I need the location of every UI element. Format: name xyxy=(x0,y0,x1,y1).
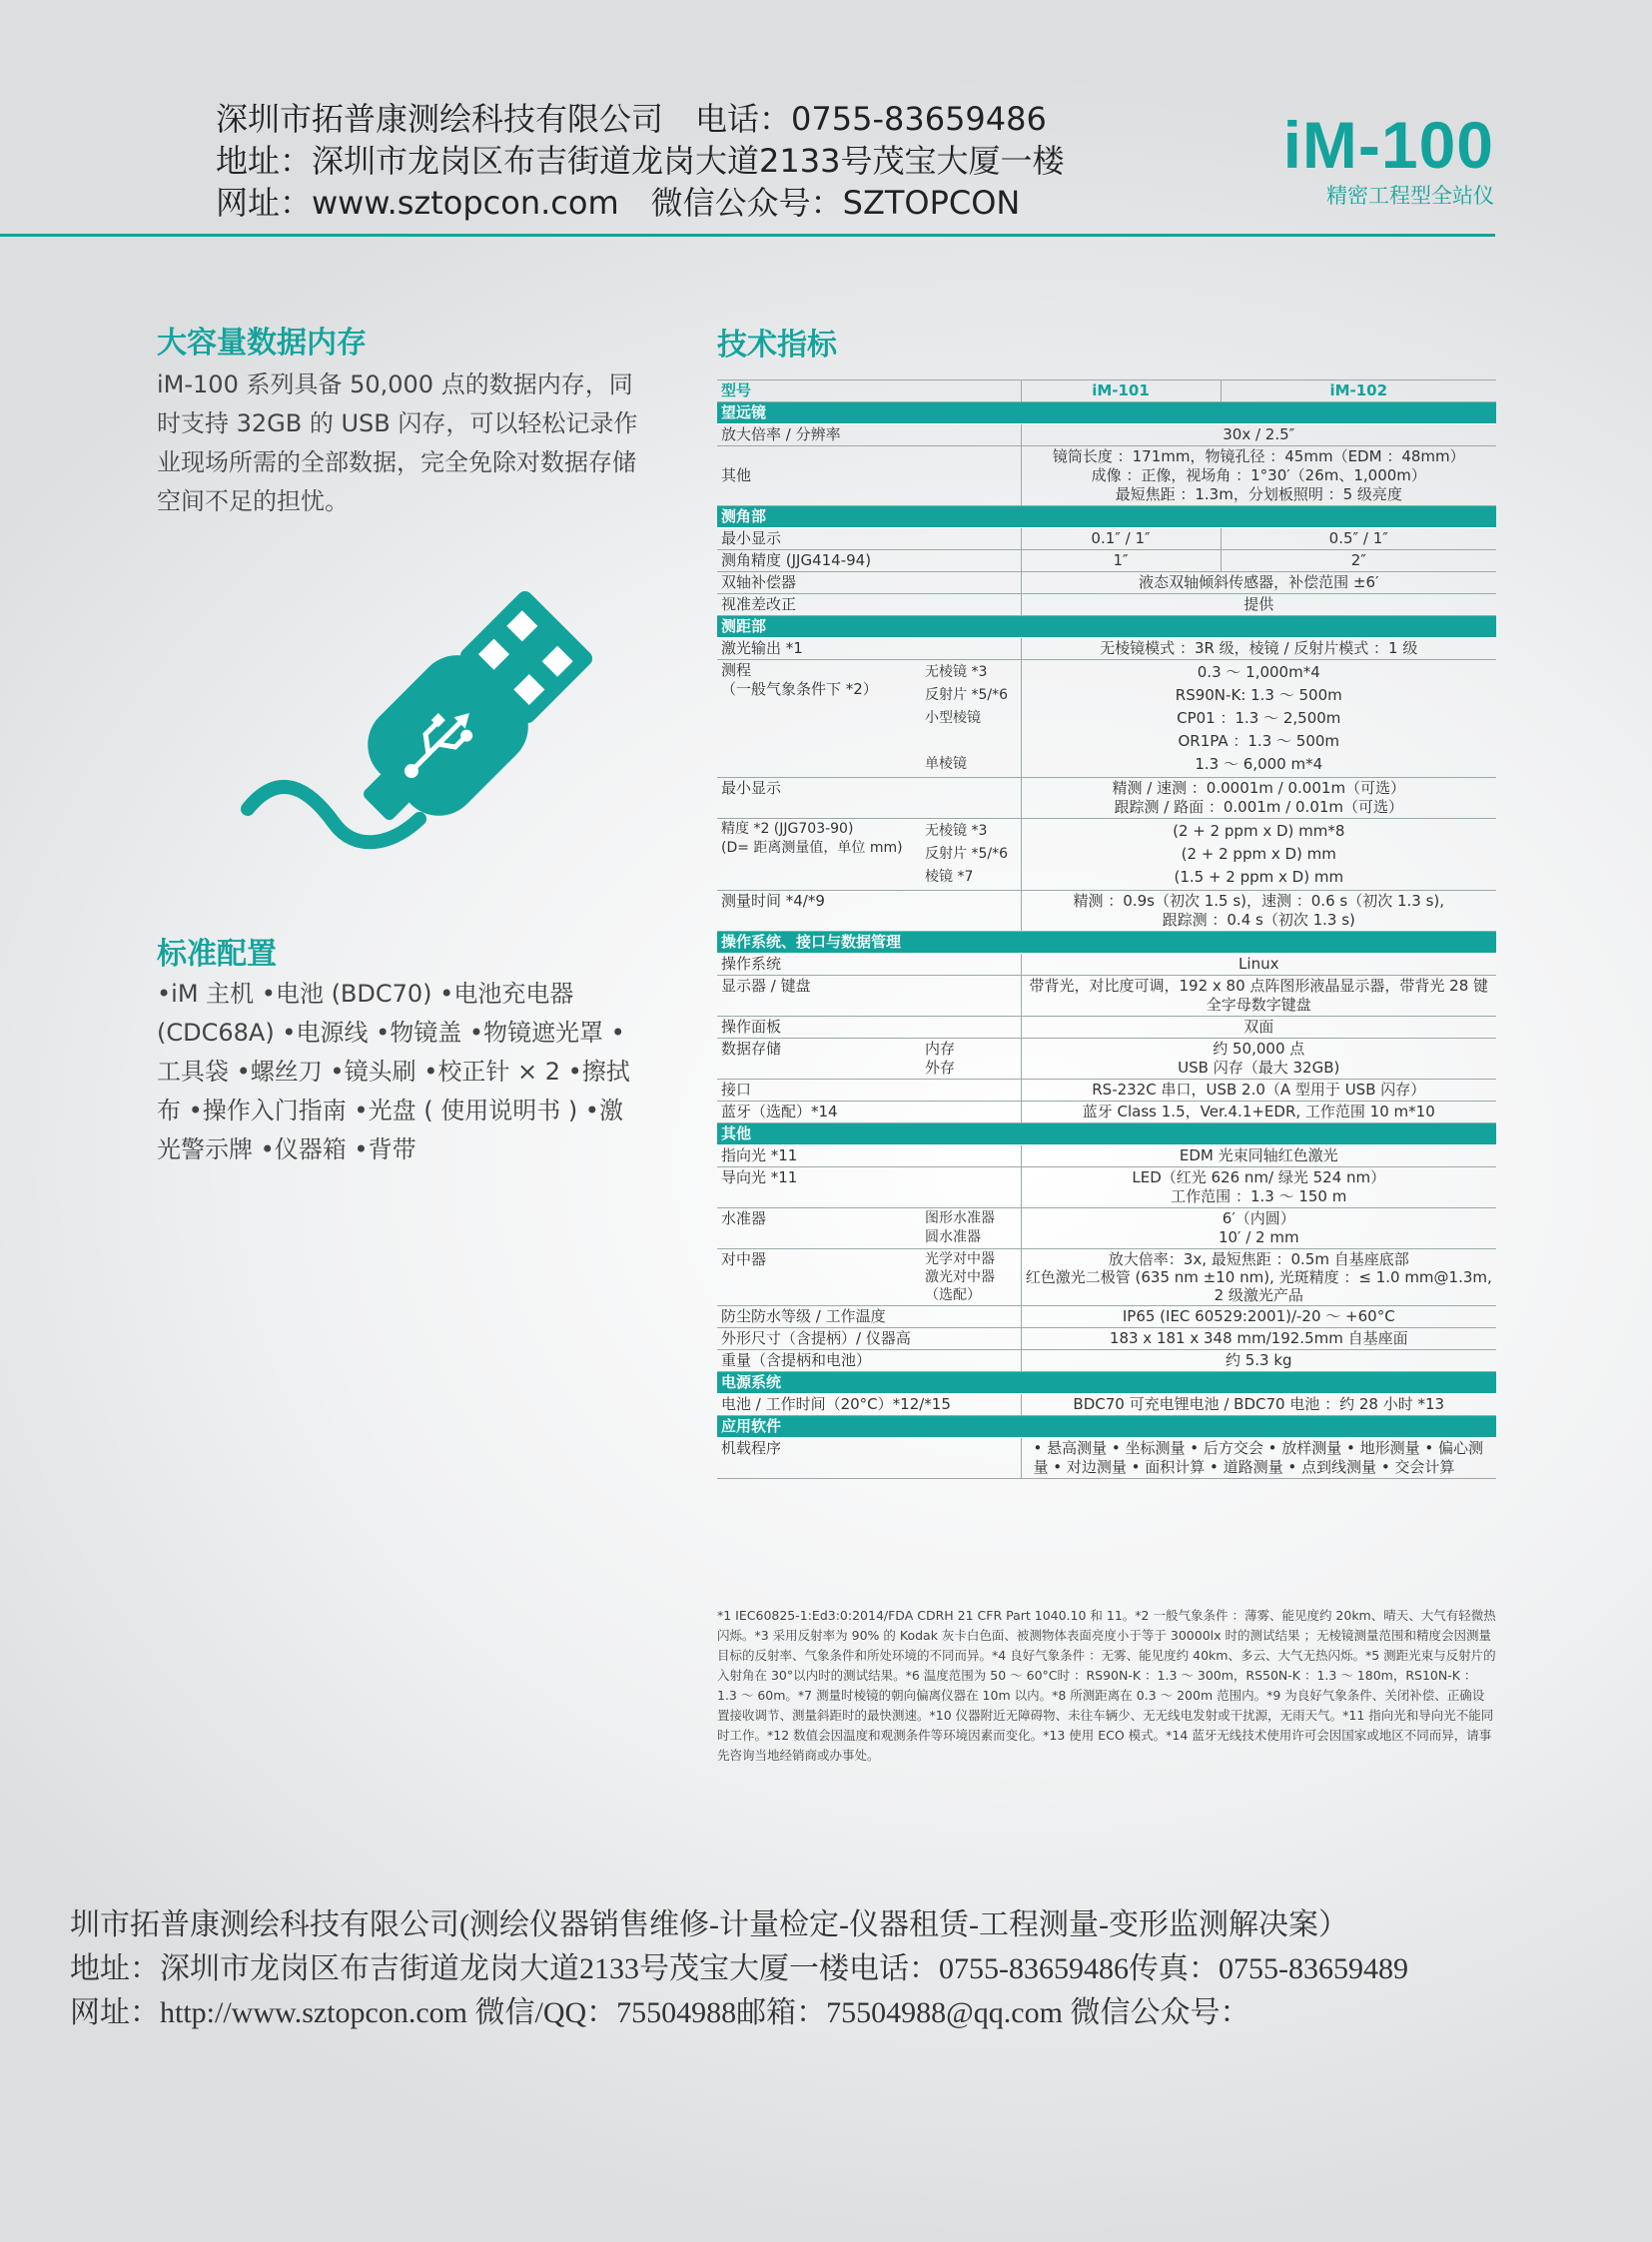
spec-sublabel: 内存 外存 xyxy=(921,1039,1021,1080)
memory-title: 大容量数据内存 xyxy=(157,326,367,361)
spec-label: 接口 xyxy=(717,1080,1021,1102)
spec-value: 带背光，对比度可调，192 x 80 点阵图形液晶显示器，带背光 28 键全字母数字键盘 xyxy=(1021,976,1496,1017)
header-divider xyxy=(0,234,1495,237)
spec-table xyxy=(717,379,1496,1479)
section-row xyxy=(717,1416,1496,1438)
memory-text: iM-100 系列具备 50,000 点的数据内存，同时支持 32GB 的 USB 闪存，可以轻松记录作业现场所需的全部数据，完全免除对数据存储空间不足的担忧。 xyxy=(157,371,638,515)
table-row xyxy=(717,424,1496,446)
spec-label: 对中器 xyxy=(717,1249,921,1306)
section-row xyxy=(717,1123,1496,1145)
section-angle: 测角部 xyxy=(717,506,1496,528)
section-row xyxy=(717,616,1496,638)
company-header xyxy=(216,98,1064,224)
table-row xyxy=(717,976,1496,1017)
spec-sublabel: 图形水准器 圆水准器 xyxy=(921,1208,1021,1249)
table-row xyxy=(717,1350,1496,1372)
spec-label: 最小显示 xyxy=(717,778,1021,819)
spec-label: 测量时间 *4/*9 xyxy=(717,891,1021,932)
table-row xyxy=(717,819,1496,891)
product-title: iM-100 xyxy=(1282,108,1494,182)
spec-value: RS-232C 串口，USB 2.0（A 型用于 USB 闪存） xyxy=(1021,1080,1496,1102)
table-row xyxy=(717,660,1496,778)
spec-value: 液态双轴倾斜传感器，补偿范围 ±6′ xyxy=(1021,572,1496,594)
spec-value: IP65 (IEC 60529:2001)/-20 ～ +60°C xyxy=(1021,1306,1496,1328)
table-row xyxy=(717,446,1496,506)
spec-value: 精测 / 速测 ：0.0001m / 0.001m（可选） 跟踪测 / 路面 ：0.001m / 0.01m（可选） xyxy=(1021,778,1496,819)
standard-text: •iM 主机 •电池 (BDC70) •电池充电器 (CDC68A) •电源线 •物镜盖 •物镜遮光罩 •工具袋 •螺丝刀 •镜头刷 •校正针 × 2 •擦拭布 •操作入门指南 •光盘 ( 使用说明书 ) •激光警示牌 •仪器箱 •背带 xyxy=(157,980,630,1163)
spec-value: BDC70 可充电锂电池 / BDC70 电池 ：约 28 小时 *13 xyxy=(1021,1394,1496,1416)
spec-title: 技术指标 xyxy=(717,328,837,363)
header-model: 型号 xyxy=(717,380,1021,402)
spec-label: 蓝牙（选配）*14 xyxy=(717,1102,1021,1123)
header-line-1: 深圳市拓普康测绘科技有限公司 电话：0755-83659486 xyxy=(216,100,1047,138)
spec-value: 无棱镜模式 ：3R 级，棱镜 / 反射片模式 ：1 级 xyxy=(1021,638,1496,660)
table-header-row xyxy=(717,380,1496,402)
section-distance: 测距部 xyxy=(717,616,1496,638)
spec-label: 重量（含提柄和电池） xyxy=(717,1350,1021,1372)
spec-value: EDM 光束同轴红色激光 xyxy=(1021,1145,1496,1167)
section-row xyxy=(717,402,1496,424)
product-subtitle: 精密工程型全站仪 xyxy=(1326,184,1494,208)
spec-value: 双面 xyxy=(1021,1017,1496,1039)
section-power: 电源系统 xyxy=(717,1372,1496,1394)
table-row xyxy=(717,1167,1496,1208)
table-row xyxy=(717,1145,1496,1167)
spec-label: 双轴补偿器 xyxy=(717,572,1021,594)
table-row xyxy=(717,594,1496,616)
footer xyxy=(70,1903,1408,2035)
header-im101: iM-101 xyxy=(1021,380,1221,402)
footer-line-2: 地址：深圳市龙岗区布吉街道龙岗大道2133号茂宝大厦一楼电话：0755-83659486传真：0755-83659489 xyxy=(70,1952,1408,1985)
header-line-2: 地址：深圳市龙岗区布吉街道龙岗大道2133号茂宝大厦一楼 xyxy=(216,142,1065,180)
spec-label: 导向光 *11 xyxy=(717,1167,1021,1208)
spec-value: 约 50,000 点 USB 闪存（最大 32GB) xyxy=(1021,1039,1496,1080)
spec-value: 精测 ：0.9s（初次 1.5 s)，速测 ：0.6 s（初次 1.3 s), 跟踪测 ：0.4 s（初次 1.3 s) xyxy=(1021,891,1496,932)
spec-label: 外形尺寸（含提柄）/ 仪器高 xyxy=(717,1328,1021,1350)
table-row xyxy=(717,954,1496,976)
table-row xyxy=(717,1394,1496,1416)
spec-value: (2 + 2 ppm x D) mm*8 (2 + 2 ppm x D) mm (1.5 + 2 ppm x D) mm xyxy=(1021,819,1496,891)
spec-label: 最小显示 xyxy=(717,528,1021,550)
section-row xyxy=(717,506,1496,528)
spec-label: 视准差改正 xyxy=(717,594,1021,616)
spec-value: 0.3 ～ 1,000m*4 RS90N-K: 1.3 ～ 500m CP01 ：1.3 ～ 2,500m OR1PA ：1.3 ～ 500m 1.3 ～ 6,000 m*4 xyxy=(1021,660,1496,778)
header-line-3: 网址：www.sztopcon.com 微信公众号：SZTOPCON xyxy=(216,184,1021,222)
spec-sublabel: 无棱镜 *3 反射片 *5/*6 小型棱镜 单棱镜 xyxy=(921,660,1021,778)
spec-table-wrap xyxy=(717,379,1496,1479)
section-row xyxy=(717,932,1496,954)
table-row xyxy=(717,1039,1496,1080)
table-row xyxy=(717,1438,1496,1479)
spec-value: LED（红光 626 nm/ 绿光 524 nm） 工作范围 ：1.3 ～ 150 m xyxy=(1021,1167,1496,1208)
product-brand xyxy=(1282,108,1494,210)
spec-label: 测程 （一般气象条件下 *2） xyxy=(717,660,921,778)
spec-value: 6′（内圆） 10′ / 2 mm xyxy=(1021,1208,1496,1249)
spec-label: 精度 *2 (JJG703-90) (D= 距离测量值，单位 mm) xyxy=(717,819,921,891)
section-other: 其他 xyxy=(717,1123,1496,1145)
usb-flash-drive-icon xyxy=(240,589,599,869)
table-row xyxy=(717,528,1496,550)
spec-label: 显示器 / 键盘 xyxy=(717,976,1021,1017)
spec-value: 1″ xyxy=(1021,550,1221,572)
spec-label: 防尘防水等级 / 工作温度 xyxy=(717,1306,1021,1328)
spec-label: 电池 / 工作时间（20°C）*12/*15 xyxy=(717,1394,1021,1416)
spec-value: 镜筒长度 ：171mm，物镜孔径 ：45mm（EDM ：48mm） 成像 ：正像，视场角 ：1°30′（26m、1,000m） 最短焦距 ：1.3m，分划板照明 ：5 级亮度 xyxy=(1021,446,1496,506)
table-row xyxy=(717,1102,1496,1123)
spec-value: • 悬高测量 • 坐标测量 • 后方交会 • 放样测量 • 地形测量 • 偏心测量 • 对边测量 • 面积计算 • 道路测量 • 点到线测量 • 交会计算 xyxy=(1021,1438,1496,1479)
table-row xyxy=(717,1328,1496,1350)
table-row xyxy=(717,550,1496,572)
table-row xyxy=(717,778,1496,819)
spec-value: 提供 xyxy=(1021,594,1496,616)
table-row xyxy=(717,638,1496,660)
table-row xyxy=(717,891,1496,932)
table-row xyxy=(717,1017,1496,1039)
section-telescope: 望远镜 xyxy=(717,402,1496,424)
spec-value: 0.1″ / 1″ xyxy=(1021,528,1221,550)
header-im102: iM-102 xyxy=(1221,380,1496,402)
spec-label: 数据存储 xyxy=(717,1039,921,1080)
spec-label: 指向光 *11 xyxy=(717,1145,1021,1167)
spec-sublabel: 光学对中器 激光对中器 （选配） xyxy=(921,1249,1021,1306)
table-row xyxy=(717,1080,1496,1102)
footer-line-3: 网址：http://www.sztopcon.com 微信/QQ：75504988邮箱：75504988@qq.com 微信公众号： xyxy=(70,1996,1250,2029)
spec-value: 183 x 181 x 348 mm/192.5mm 自基座面 xyxy=(1021,1328,1496,1350)
table-row xyxy=(717,1208,1496,1249)
spec-value: Linux xyxy=(1021,954,1496,976)
spec-label: 操作面板 xyxy=(717,1017,1021,1039)
table-row xyxy=(717,572,1496,594)
spec-label: 水准器 xyxy=(717,1208,921,1249)
footer-line-1: 圳市拓普康测绘科技有限公司(测绘仪器销售维修-计量检定-仪器租赁-工程测量-变形监测解决案） xyxy=(70,1908,1348,1941)
table-row xyxy=(717,1249,1496,1306)
spec-label: 激光输出 *1 xyxy=(717,638,1021,660)
footnotes: *1 IEC60825-1:Ed3:0:2014/FDA CDRH 21 CFR Part 1040.10 和 11。*2 一般气象条件 ：薄雾、能见度约 20km、晴天、大气有轻微热闪烁。*3 采用反射率为 90% 的 Kodak 灰卡白色面、被测物体表面亮度小于等于 30000lx 时的测试结果 ；无棱镜测量范围和精度会因测量目标的反射率、气象条件和所处环境的不同而异。*4 良好气象条件 ：无雾、能见度约 40km、多云、大气无热闪烁。*5 测距光束与反射片的入射角在 30°以内时的测试结果。*6 温度范围为 50 ～ 60°C时 ：RS90N-K ：1.3 ～ 300m，RS50N-K ：1.3 ～ 180m，RS10N-K ：1.3 ～ 60m。*7 测量时棱镜的朝向偏离仪器在 10m 以内。*8 所测距离在 0.3 ～ 200m 范围内。*9 为良好气象条件、关闭补偿、正确设置接收调节、测量斜距时的最快测速。*10 仪器附近无障碍物、未往车辆少、无无线电发射或干扰源，无雨天气。*11 指向光和导向光不能同时工作。*12 数值会因温度和观测条件等环境因素而变化。*13 使用 ECO 模式。*14 蓝牙无线技术使用许可会因国家或地区不同而异，请事先咨询当地经销商或办事处。 xyxy=(717,1608,1496,1763)
spec-label: 操作系统 xyxy=(717,954,1021,976)
spec-label: 测角精度 (JJG414-94) xyxy=(717,550,1021,572)
spec-value: 放大倍率：3x, 最短焦距 ：0.5m 自基座底部 红色激光二极管 (635 nm ±10 nm), 光斑精度 ：≤ 1.0 mm@1.3m, 2 级激光产品 xyxy=(1021,1249,1496,1306)
spec-value: 蓝牙 Class 1.5，Ver.4.1+EDR, 工作范围 10 m*10 xyxy=(1021,1102,1496,1123)
spec-value: 30x / 2.5″ xyxy=(1021,424,1496,446)
spec-value: 约 5.3 kg xyxy=(1021,1350,1496,1372)
spec-label: 其他 xyxy=(717,446,1021,506)
section-row xyxy=(717,1372,1496,1394)
table-row xyxy=(717,1306,1496,1328)
spec-value: 2″ xyxy=(1221,550,1496,572)
standard-title: 标准配置 xyxy=(157,937,277,972)
section-software: 应用软件 xyxy=(717,1416,1496,1438)
spec-label: 放大倍率 / 分辨率 xyxy=(717,424,1021,446)
section-os: 操作系统、接口与数据管理 xyxy=(717,932,1496,954)
spec-label: 机载程序 xyxy=(717,1438,1021,1479)
spec-sublabel: 无棱镜 *3 反射片 *5/*6 棱镜 *7 xyxy=(921,819,1021,891)
spec-value: 0.5″ / 1″ xyxy=(1221,528,1496,550)
